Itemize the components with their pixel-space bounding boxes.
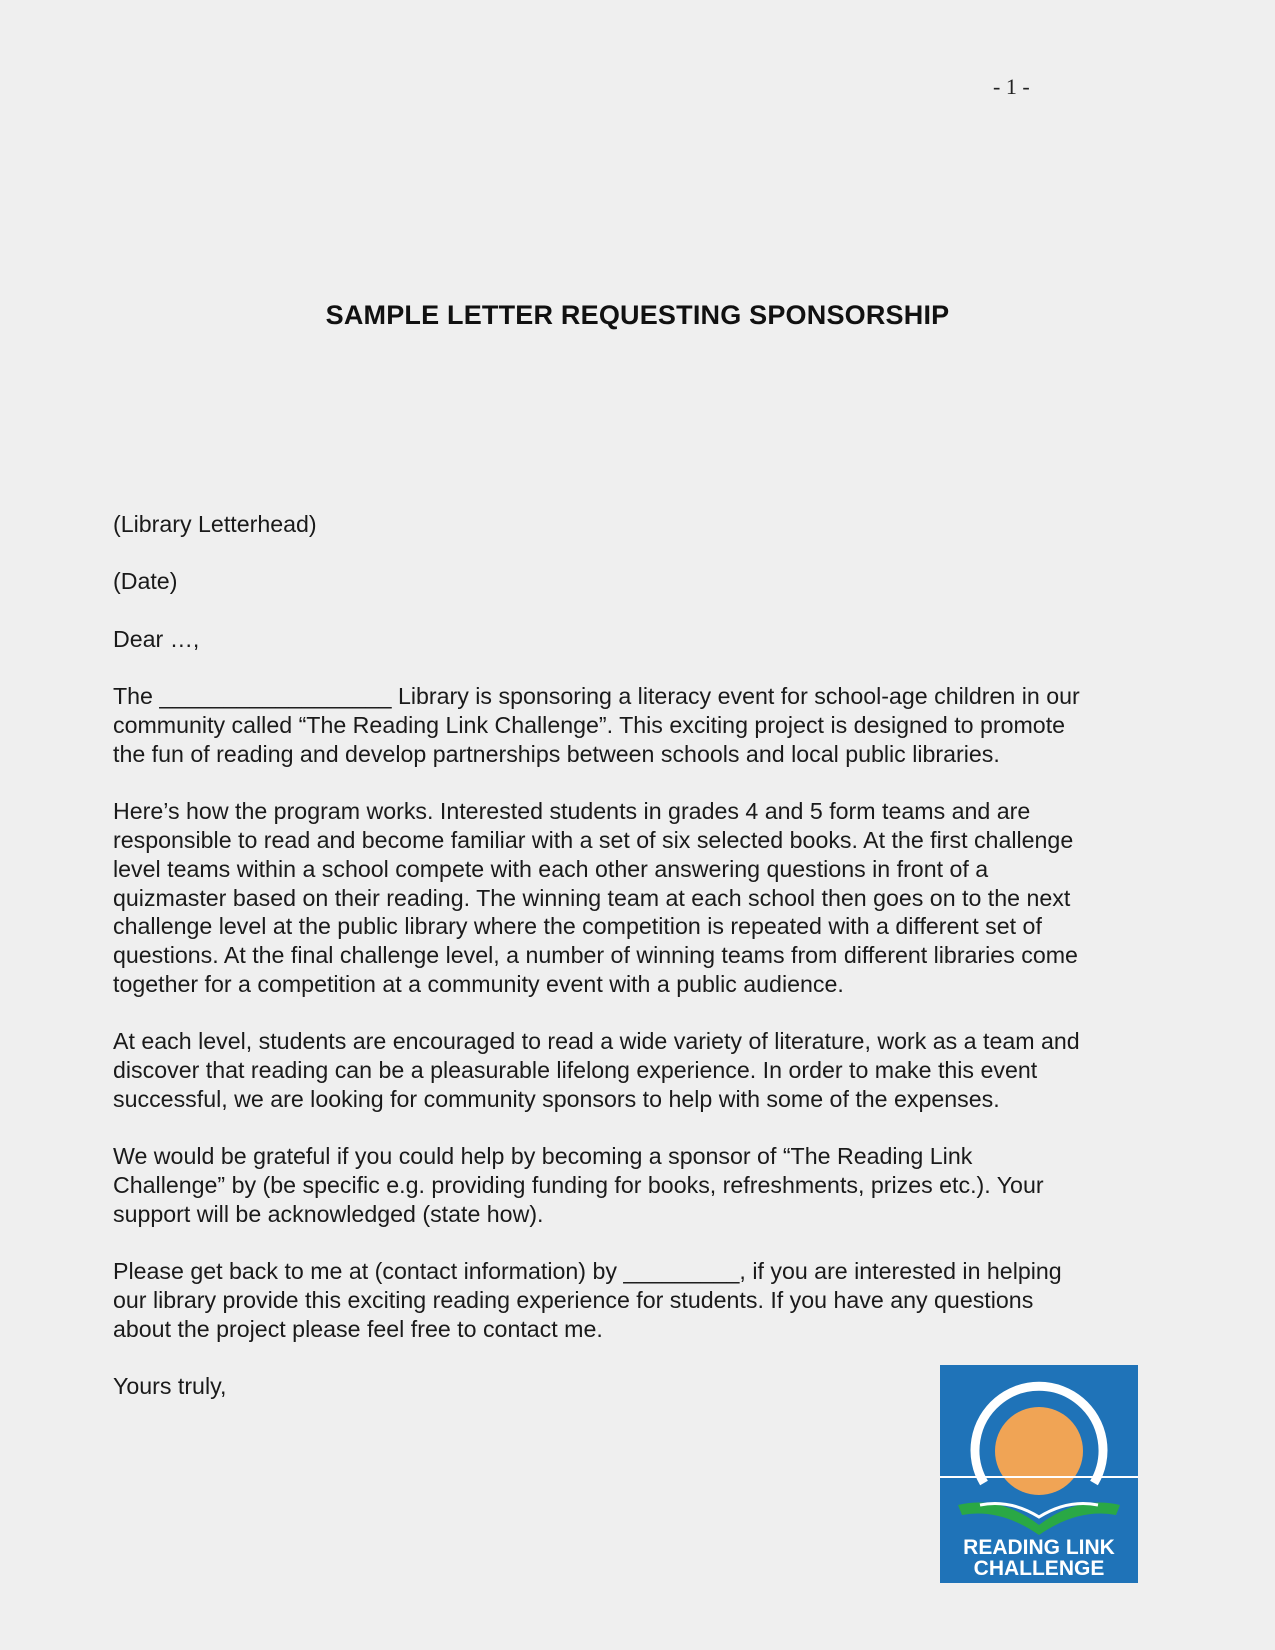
letter-body bbox=[113, 510, 1173, 1430]
letterhead-placeholder: (Library Letterhead) bbox=[113, 511, 317, 537]
logo-sun-icon bbox=[995, 1407, 1083, 1495]
text-line: support will be acknowledged (state how). bbox=[113, 1200, 544, 1227]
text-line: level teams within a school compete with each other answering questions in front of a bbox=[113, 855, 989, 882]
text-line: discover that reading can be a pleasurable lifelong experience. In order to make this event bbox=[113, 1057, 1038, 1084]
text-line: The __________________ Library is sponsoring a literacy event for school-age children in our bbox=[113, 683, 1080, 710]
reading-link-challenge-logo bbox=[940, 1365, 1138, 1583]
paragraph-program bbox=[113, 797, 1173, 999]
paragraph-contact bbox=[113, 1257, 1173, 1343]
text-line: challenge level at the public library where the competition is repeated with a different set of bbox=[113, 913, 1042, 940]
closing: Yours truly, bbox=[113, 1373, 227, 1400]
text-line: successful, we are looking for community sponsors to help with some of the expenses. bbox=[113, 1085, 1000, 1112]
date-placeholder: (Date) bbox=[113, 568, 178, 595]
text-line: together for a competition at a community event with a public audience. bbox=[113, 970, 844, 997]
text-line: community called “The Reading Link Challenge”. This exciting project is designed to promote bbox=[113, 711, 1066, 738]
text-line: the fun of reading and develop partnerships between schools and local public libraries. bbox=[113, 740, 1000, 767]
text-line: Please get back to me at (contact information) by _________, if you are interested in helping bbox=[113, 1258, 1062, 1285]
paragraph-request bbox=[113, 1142, 1173, 1228]
text-line: questions. At the final challenge level, a number of winning teams from different libraries come bbox=[113, 942, 1078, 969]
text-line: At each level, students are encouraged to read a wide variety of literature, work as a team and bbox=[113, 1028, 1080, 1055]
text-line: Challenge” by (be specific e.g. providing funding for books, refreshments, prizes etc.). Your bbox=[113, 1172, 1044, 1199]
text-line: about the project please feel free to contact me. bbox=[113, 1315, 603, 1342]
text-line: Here’s how the program works. Interested students in grades 4 and 5 form teams and are bbox=[113, 798, 1031, 825]
paragraph-intro bbox=[113, 682, 1173, 768]
logo-text-line2: CHALLENGE bbox=[973, 1557, 1105, 1580]
logo-text-line1: READING LINK bbox=[963, 1536, 1115, 1559]
paragraph-sponsors bbox=[113, 1027, 1173, 1113]
text-line: quizmaster based on their reading. The winning team at each school then goes on to the next bbox=[113, 884, 1071, 911]
salutation: Dear …, bbox=[113, 625, 200, 652]
document-title: SAMPLE LETTER REQUESTING SPONSORSHIP bbox=[325, 300, 950, 330]
page-number: - 1 - bbox=[993, 74, 1030, 99]
text-line: responsible to read and become familiar with a set of six selected books. At the first challenge bbox=[113, 826, 1074, 853]
text-line: We would be grateful if you could help by becoming a sponsor of “The Reading Link bbox=[113, 1143, 973, 1170]
text-line: our library provide this exciting reading experience for students. If you have any questions bbox=[113, 1287, 1034, 1314]
